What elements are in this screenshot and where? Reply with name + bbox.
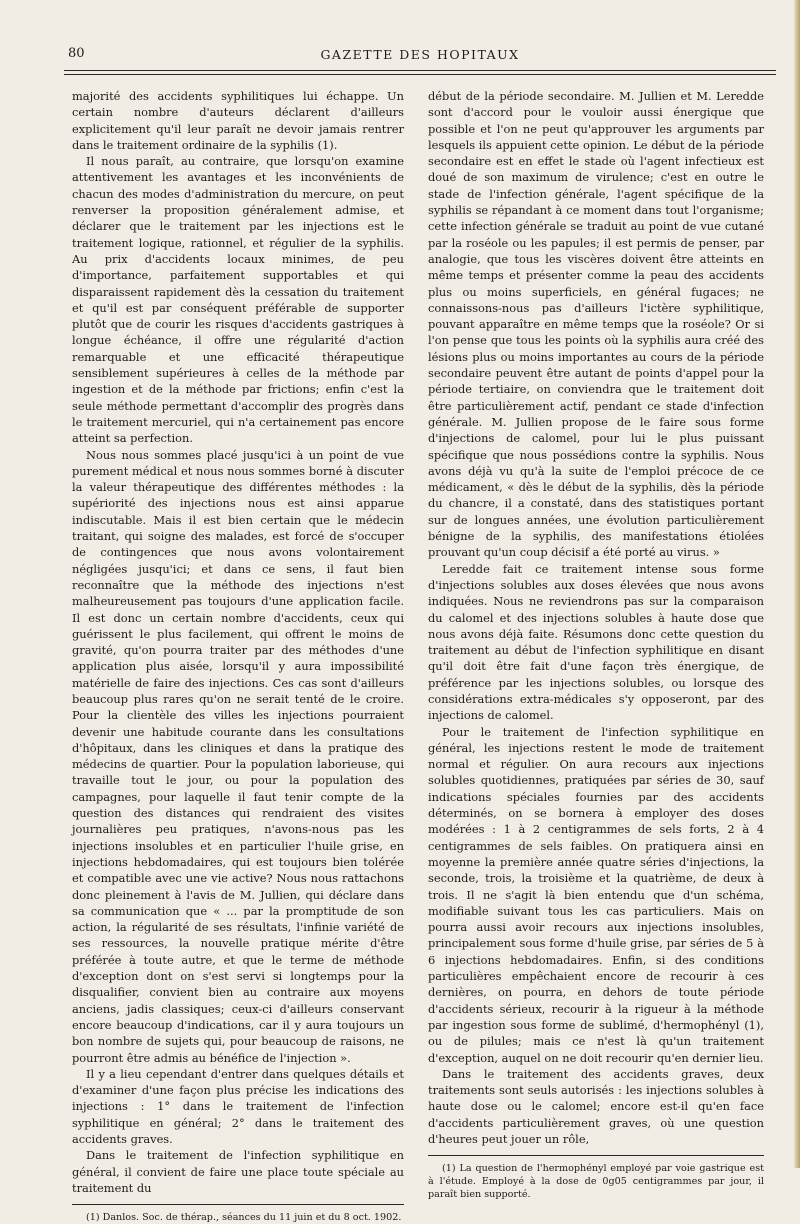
page-edge: [794, 0, 800, 1168]
paragraph: début de la période secondaire. M. Jullien et M. Leredde sont d'accord pour le vouloir aussi énergique que possible et l'on ne peut qu'approuver les arguments par lesquels ils appuient cette opinion. Le début de la période secondaire est en effet le stade où l'agent infectieux est doué de son maximum de virulence; c'est en outre le stade de l'infection générale, l'agent spécifique de la syphilis se répandant à ce moment dans tout l'organisme; cette infection générale se traduit au point de vue cutané par la roséole ou les papules; il est permis de penser, par analogie, que tous les viscères doivent être atteints en même temps et présenter comme la peau des accidents plus ou moins superficiels, en général fugaces; ne connaissons-nous pas d'ailleurs l'ictère syphilitique, pouvant apparaître en même temps que la roséole? Or si l'on pense que tous les points où la syphilis aura créé des lésions plus ou moins importantes au cours de la période secondaire peuvent être autant de points d'appel pour la période tertiaire, on conviendra que le traitement doit être particulièrement actif, pendant ce stade d'infection générale. M. Jullien propose de le faire sous forme d'injections de calomel, pour lui le plus puissant spécifique que nous possédions contre la syphilis. Nous avons déjà vu qu'à la suite de l'emploi précoce de ce médicament, « dès le début de la syphilis, dès la période du chancre, il a constaté, dans des statistiques portant sur de longues années, une évolution particulièrement bénigne de la syphilis, des manifestations étiolées prouvant qu'un coup décisif a été porté au virus. »: [428, 89, 764, 560]
paragraph: Nous nous sommes placé jusqu'ici à un point de vue purement médical et nous nous sommes borné à discuter la valeur thérapeutique des différentes méthodes : la supériorité des injections nous est ainsi apparue indiscutable. Mais il est bien certain que le médecin traitant, qui soigne des malades, est forcé de s'occuper de contingences que nous avons volontairement négligées jusqu'ici; et dans ce sens, il faut bien reconnaître que la méthode des injections n'est malheureusement pas toujours d'une application facile. Il est donc un certain nombre d'accidents, ceux qui guérissent le plus facilement, qui offrent le moins de gravité, qu'on pourra traiter par des méthodes d'une application plus aisée, lorsqu'il y aura impossibilité matérielle de faire des injections. Ces cas sont d'ailleurs beaucoup plus rares qu'on ne serait tenté de le croire. Pour la clientèle des villes les injections pourraient devenir une habitude courante dans les consultations d'hôpitaux, dans les cliniques et dans la pratique des médecins de quartier. Pour la population laborieuse, qui travaille tout le jour, ou pour la population des campagnes, pour laquelle il faut tenir compte de la question des distances qui rendraient des visites journalières peu pratiques, n'avons-nous pas les injections insolubles et en particulier l'huile grise, en injections hebdomadaires, qui est toujours bien tolérée et compatible avec une vie active? Nous nous rattachons donc pleinement à l'avis de M. Jullien, qui déclare dans sa communication que « ... par la promptitude de son action, la régularité de ses résultats, l'infinie variété de ses ressources, la nouvelle pratique mérite d'être préférée à toute autre, et que le terme de méthode d'exception dont on s'est servi si longtemps pour la disqualifier, convient bien au contraire aux moyens anciens, jadis classiques; ceux-ci d'ailleurs conservant encore beaucoup d'indications, car il y aura toujours un bon nombre de sujets qui, pour beaucoup de raisons, ne pourront être admis au bénéfice de l'injection ».: [72, 447, 404, 1065]
footnote-rule: [72, 1204, 404, 1205]
paragraph: majorité des accidents syphilitiques lui échappe. Un certain nombre d'auteurs déclarent d'ailleurs explicitement qu'il leur paraît ne devoir jamais rentrer dans le traitement ordinaire de la syphilis (1).: [72, 89, 404, 152]
paragraph: Dans le traitement des accidents graves, deux traitements sont seuls autorisés : les injections solubles à haute dose ou le calomel; encore est-il qu'en face d'accidents particulièrement graves, où une question d'heures peut jouer un rôle,: [428, 1066, 764, 1146]
header-rule-bottom: [64, 74, 776, 75]
header-rule-top: [64, 70, 776, 71]
footnote: (1) La question de l'hermophényl employé par voie gastrique est à l'étude. Employé à la dose de 0g05 centigrammes par jour, il paraît bien supporté.: [428, 1163, 764, 1201]
footnote: (1) Danlos. Soc. de thérap., séances du 11 juin et du 8 oct. 1902.: [86, 1212, 402, 1224]
paragraph: Pour le traitement de l'infection syphilitique en général, les injections restent le mode de traitement normal et régulier. On aura recours aux injections solubles quotidiennes, pratiquées par séries de 30, sauf indications spéciales fournies par des accidents déterminés, on se bornera à employer des doses modérées : 1 à 2 centigrammes de sels forts, 2 à 4 centigrammes de sels faibles. On pratiquera ainsi en moyenne la première année quatre séries d'injections, la seconde, trois, la troisième et la quatrième, de deux à trois. Il ne s'agit là bien entendu que d'un schéma, modifiable suivant tous les cas particuliers. Mais on pourra aussi avoir recours aux injections insolubles, principalement sous forme d'huile grise, par séries de 5 à 6 injections hebdomadaires. Enfin, si des conditions particulières empêchaient encore de recourir à ces dernières, on pourra, en dehors de toute période d'accidents sérieux, recourir à la rigueur à la méthode par ingestion sous forme de sublimé, d'hermophényl (1), ou de pilules; mais ce n'est là qu'un traitement d'exception, auquel on ne doit recourir qu'en dernier lieu.: [428, 724, 764, 1065]
paragraph: Il y a lieu cependant d'entrer dans quelques détails et d'examiner d'une façon plus précise les indications des injections : 1° dans le traitement de l'infection syphilitique en général; 2° dans le traitement des accidents graves.: [72, 1066, 404, 1146]
page-number: 80: [68, 46, 85, 61]
paragraph: Dans le traitement de l'infection syphilitique en général, il convient de faire une place toute spéciale au traitement du: [72, 1148, 404, 1195]
left-column: [72, 88, 404, 1224]
paragraph: Il nous paraît, au contraire, que lorsqu'on examine attentivement les avantages et les inconvénients de chacun des modes d'administration du mercure, on peut renverser la proposition généralement admise, et déclarer que le traitement par les injections est le traitement logique, rationnel, et régulier de la syphilis. Au prix d'accidents locaux minimes, de peu d'importance, parfaitement supportables et qui disparaissent rapidement dès la cessation du traitement et qu'il est par conséquent préférable de supporter plutôt que de courir les risques d'accidents gastriques à longue échéance, il offre une régularité d'action remarquable et une efficacité thérapeutique sensiblement supérieures à celles de la méthode par ingestion et de la méthode par frictions; enfin c'est la seule méthode permettant d'accomplir des progrès dans le traitement mercuriel, qui n'a certainement pas encore atteint sa perfection.: [72, 154, 404, 446]
journal-title: GAZETTE DES HOPITAUX: [320, 47, 520, 62]
footnote-rule: [428, 1155, 764, 1156]
paragraph: Leredde fait ce traitement intense sous forme d'injections solubles aux doses élevées que nous avons indiquées. Nous ne reviendrons pas sur la comparaison du calomel et des injections solubles à haute dose que nous avons déjà faite. Résumons donc cette question du traitement au début de l'infection syphilitique en disant qu'il doit être fait d'une façon très énergique, de préférence par les injections solubles, ou lorsque des considérations extra-médicales s'y opposeront, par des injections de calomel.: [428, 561, 764, 723]
page-header: [64, 40, 776, 76]
right-column: [428, 88, 764, 1201]
